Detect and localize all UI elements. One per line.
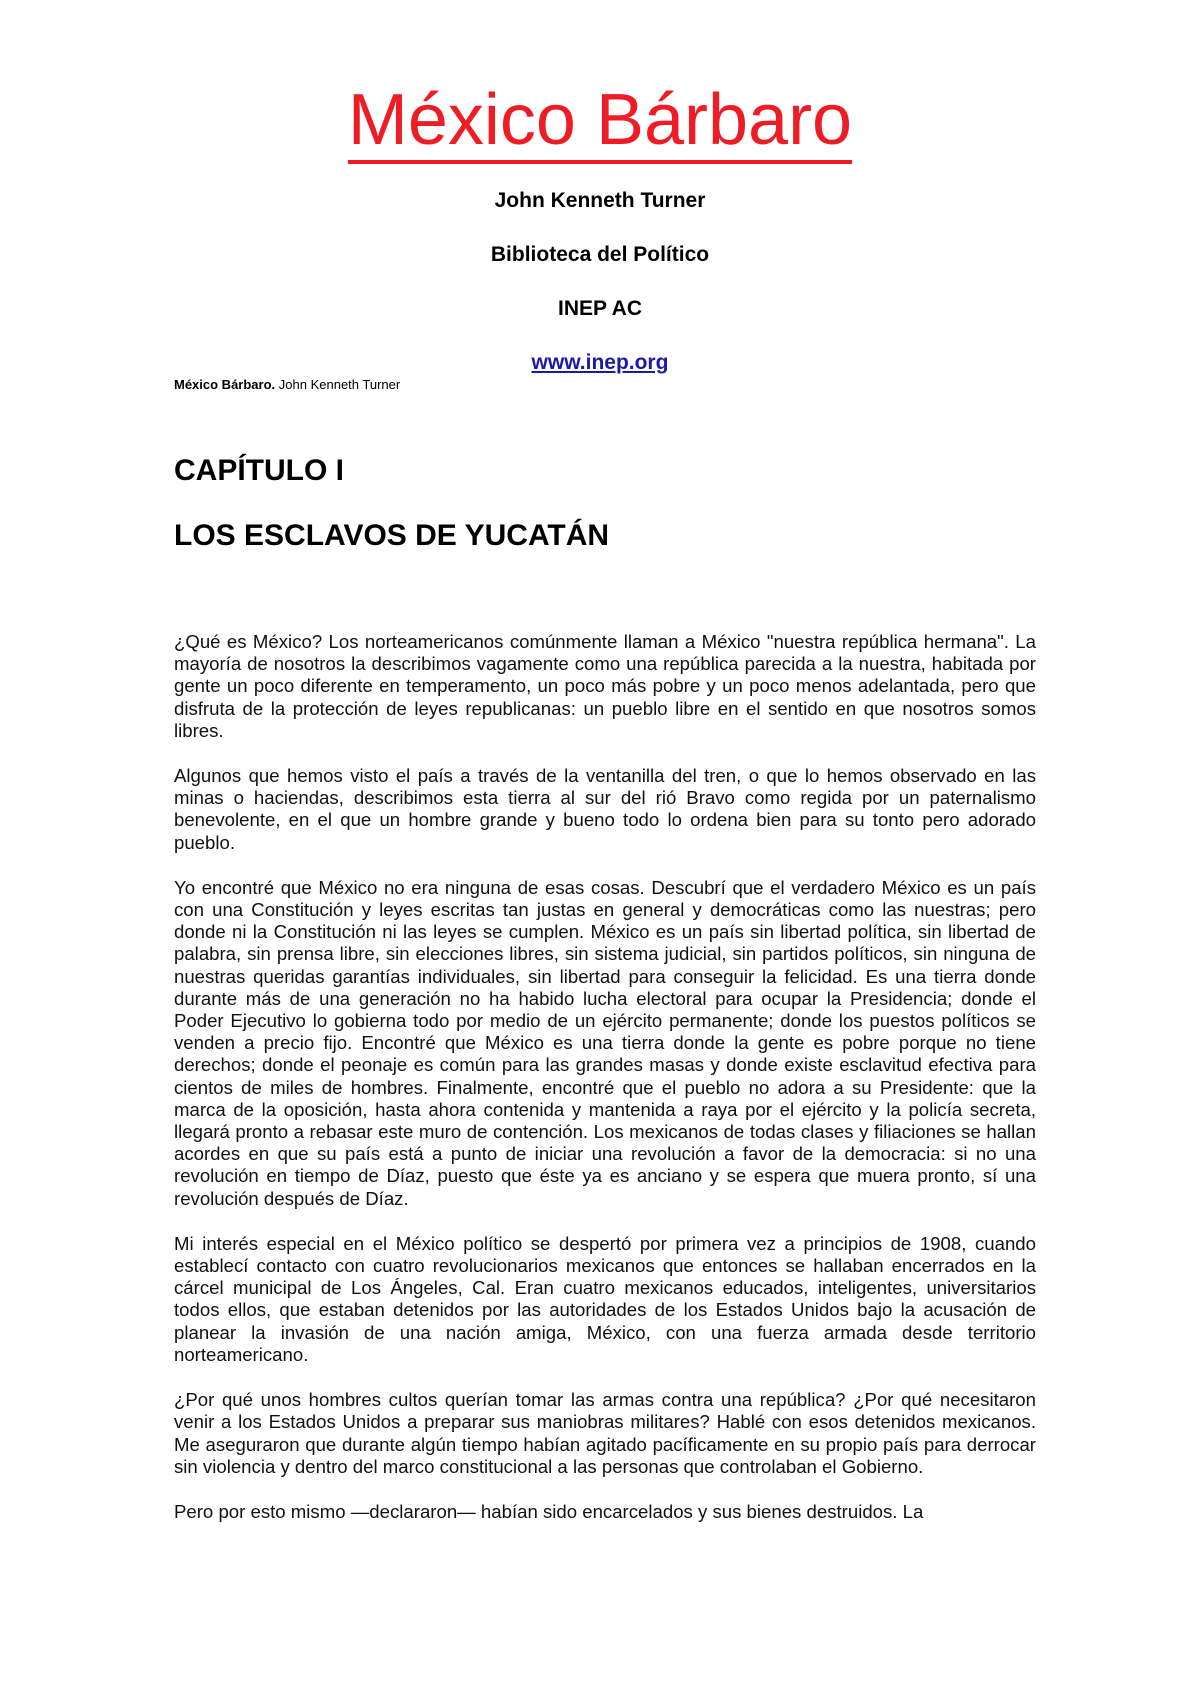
paragraph: Pero por esto mismo —declararon— habían sido encarcelados y sus bienes destruidos. La (174, 1500, 924, 1522)
website-link[interactable]: www.inep.org (531, 351, 669, 374)
paragraph: Algunos que hemos visto el país a través de la ventanilla del tren, o que lo hemos observado en las minas o haciendas, describimos esta tierra al sur del rió Bravo como regida por un paternalismo benevolente, en el que un hombre grande y bueno todo lo ordena bien para su tonto pero adorado pueblo. (174, 765, 1036, 853)
paragraph: Yo encontré que México no era ninguna de esas cosas. Descubrí que el verdadero México es un país con una Constitución y leyes escritas tan justas en general y democráticas como las nuestras; pero donde ni la Constitución ni las leyes se cumplen. México es un país sin libertad política, sin libertad de palabra, sin prensa libre, sin elecciones libres, sin sistema judicial, sin partidos políticos, sin ninguna de nuestras queridas garantías individuales, sin libertad para conseguir la felicidad. Es una tierra donde durante más de una generación no ha habido lucha electoral para ocupar la Presidencia; donde el Poder Ejecutivo lo gobierna todo por medio de un ejército permanente; donde los puestos políticos se venden a precio fijo. Encontré que México es una tierra donde la gente es pobre porque no tiene derechos; donde el peonaje es común para las grandes masas y donde existe esclavitud efectiva para cientos de miles de hombres. Finalmente, encontré que el pueblo no adora a su Presidente: que la marca de la oposición, hasta ahora contenida y mantenida a raya por el ejército y la policía secreta, llegará pronto a rebasar este muro de contención. Los mexicanos de todas clases y filiaciones se hallan acordes en que su país está a punto de iniciar una revolución a favor de la democracia: si no una revolución en tiempo de Díaz, puesto que éste ya es anciano y se espera que muera pronto, sí una revolución después de Díaz. (174, 876, 1036, 1209)
running-header (174, 377, 400, 393)
book-title-text: México Bárbaro (348, 80, 852, 164)
paragraph: ¿Qué es México? Los norteamericanos comúnmente llaman a México "nuestra república hermana". La mayoría de nosotros la describimos vagamente como una república parecida a la nuestra, habitada por gente un poco diferente en temperamento, un poco más pobre y un poco menos adelantada, pero que disfruta de la protección de leyes republicanas: un pueblo libre en el sentido en que nosotros somos libres. (174, 631, 1036, 741)
running-header-title: México Bárbaro. (174, 377, 276, 392)
paragraph: ¿Por qué unos hombres cultos querían tomar las armas contra una república? ¿Por qué necesitaron venir a los Estados Unidos a preparar sus maniobras militares? Hablé con esos detenidos mexicanos. Me aseguraron que durante algún tiempo habían agitado pacíficamente en su propio país para derrocar sin violencia y dentro del marco constitucional a las personas que controlaban el Gobierno. (174, 1389, 1036, 1477)
author-name: John Kenneth Turner (494, 189, 706, 212)
chapter-number: CAPÍTULO I (174, 454, 344, 487)
collection-name: Biblioteca del Político (490, 243, 710, 266)
running-header-author: John Kenneth Turner (278, 377, 401, 392)
chapter-title: LOS ESCLAVOS DE YUCATÁN (174, 519, 610, 552)
paragraph: Mi interés especial en el México político se despertó por primera vez a principios de 1908, cuando establecí contacto con cuatro revolucionarios mexicanos que entonces se hallaban encerrados en la cárcel municipal de Los Ángeles, Cal. Eran cuatro mexicanos educados, inteligentes, universitarios todos ellos, que estaban detenidos por las autoridades de los Estados Unidos bajo la acusación de planear la invasión de una nación amiga, México, con una fuerza armada desde territorio norteamericano. (174, 1232, 1036, 1365)
publisher-name: INEP AC (557, 297, 643, 320)
book-title (0, 78, 1200, 162)
chapter-body (174, 631, 1036, 1546)
